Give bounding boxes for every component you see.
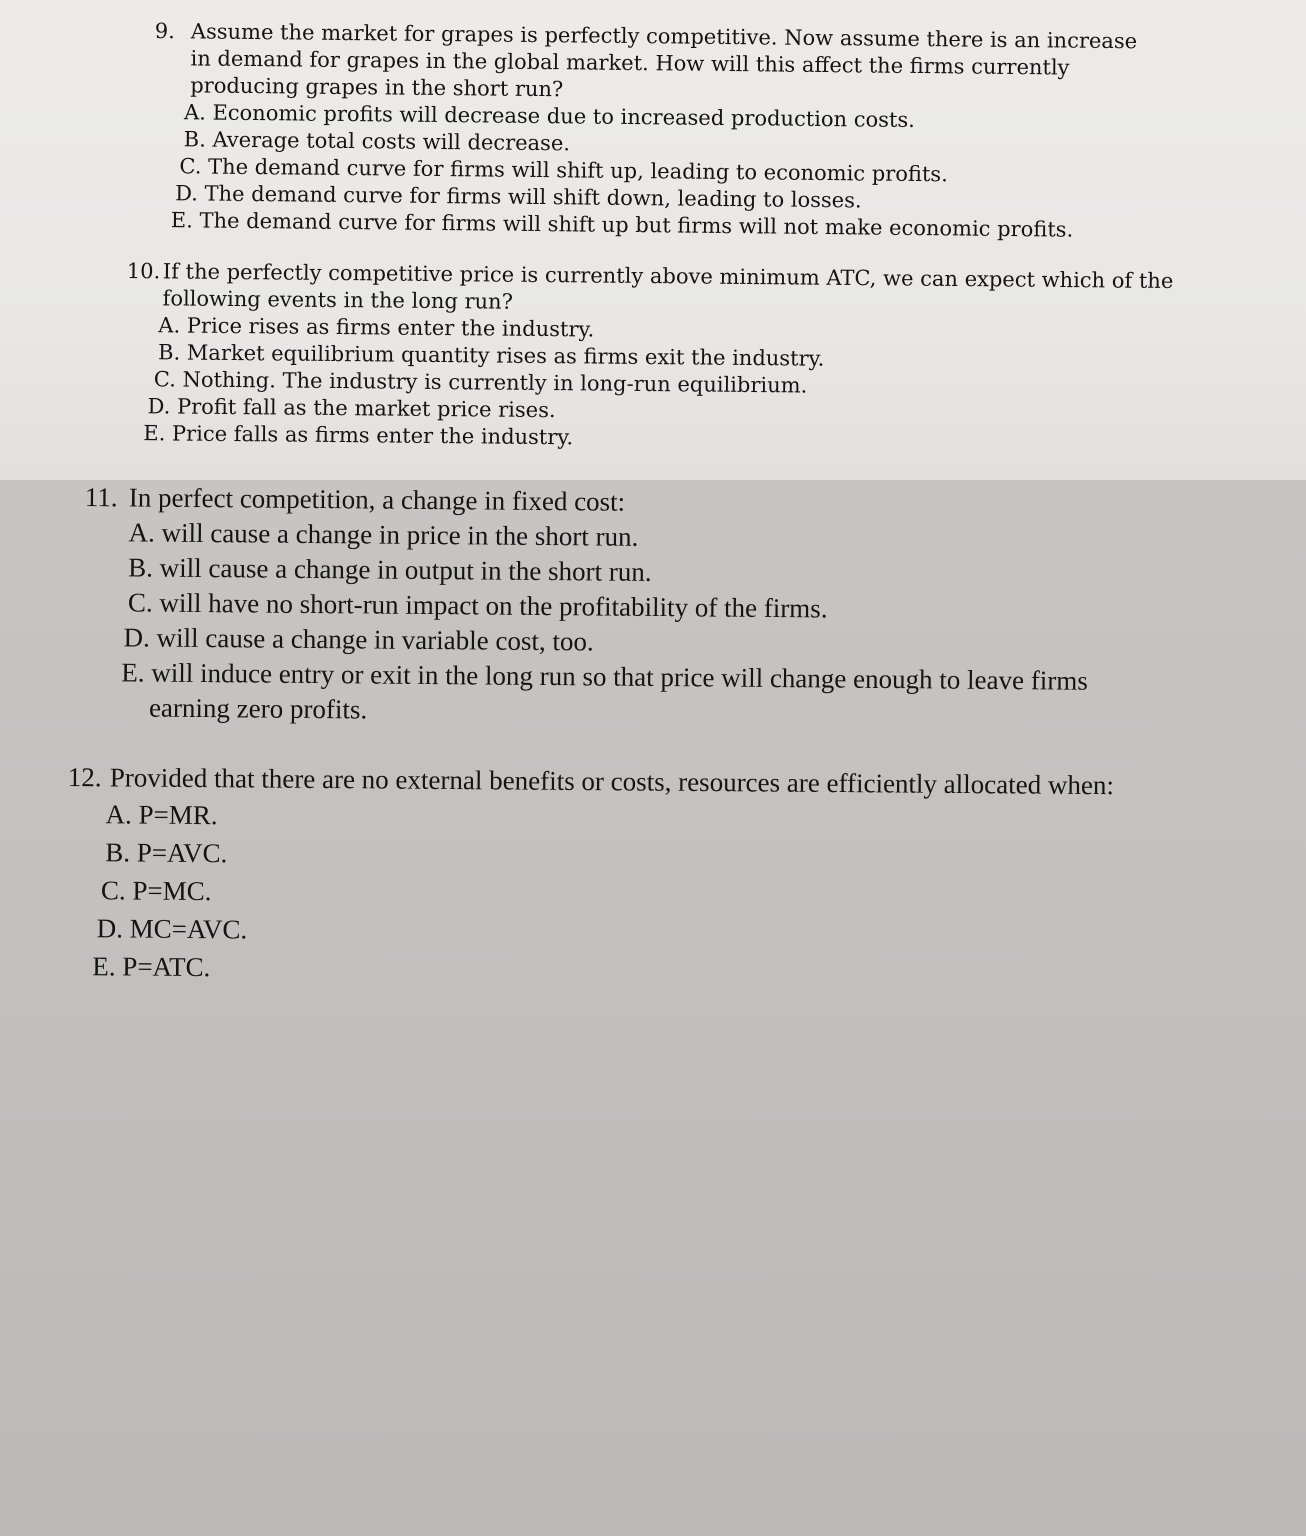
question-text: Provided that there are no external benefits or costs, resources are efficiently allocated when: — [109, 762, 1115, 801]
question-number: 9. — [154, 18, 176, 44]
question-number: 11. — [84, 481, 118, 513]
question-10 — [125, 258, 1193, 457]
option-b: B. will cause a change in output in the short run. — [128, 552, 652, 587]
option-d: D. The demand curve for firms will shift down, leading to losses. — [175, 181, 862, 213]
option-e: E. Price falls as firms enter the industry. — [143, 421, 574, 450]
question-9-stem — [154, 18, 1151, 109]
question-11 — [83, 480, 1090, 734]
option-b: B. Average total costs will decrease. — [183, 127, 571, 156]
option-a: A. Economic profits will decrease due to increased production costs. — [183, 100, 915, 132]
option-a: A. will cause a change in price in the short run. — [128, 517, 639, 552]
option-d: D. will cause a change in variable cost, too. — [123, 622, 594, 657]
option-c: C. Nothing. The industry is currently in long-run equilibrium. — [153, 367, 808, 398]
option-e-text: E. will induce entry or exit in the long run so that price will change enough to leave firms — [121, 657, 1088, 696]
question-text: Assume the market for grapes is perfectly competitive. Now assume there is an increase in demand for grapes in the global market. How will this affect the firms currently producing grapes in the short run? — [190, 19, 1138, 102]
option-c: C. The demand curve for firms will shift up, leading to economic profits. — [179, 154, 948, 187]
question-number: 10. — [126, 258, 161, 284]
question-text: In perfect competition, a change in fixed cost: — [128, 482, 626, 517]
option-e: E. P=ATC. — [92, 951, 211, 983]
option-d: D. MC=AVC. — [96, 913, 248, 945]
option-e-continued: earning zero profits. — [148, 692, 368, 725]
option-c: C. P=MC. — [100, 875, 212, 907]
option-e — [121, 655, 1088, 733]
question-12 — [66, 760, 1240, 994]
option-d: D. Profit fall as the market price rises. — [147, 394, 556, 423]
option-b: B. Market equilibrium quantity rises as firms exit the industry. — [157, 340, 825, 371]
question-number: 12. — [67, 761, 102, 793]
question-text: If the perfectly competitive price is currently above minimum ATC, we can expect which of the following events in the long run? — [162, 259, 1174, 314]
option-b: B. P=AVC. — [105, 837, 228, 869]
option-c: C. will have no short-run impact on the profitability of the firms. — [127, 587, 828, 624]
option-a: A. P=MR. — [105, 799, 218, 831]
question-9 — [153, 18, 1151, 244]
option-e: E. The demand curve for firms will shift up but firms will not make economic profits. — [170, 208, 1074, 242]
option-a: A. Price rises as firms enter the industry. — [158, 313, 595, 342]
